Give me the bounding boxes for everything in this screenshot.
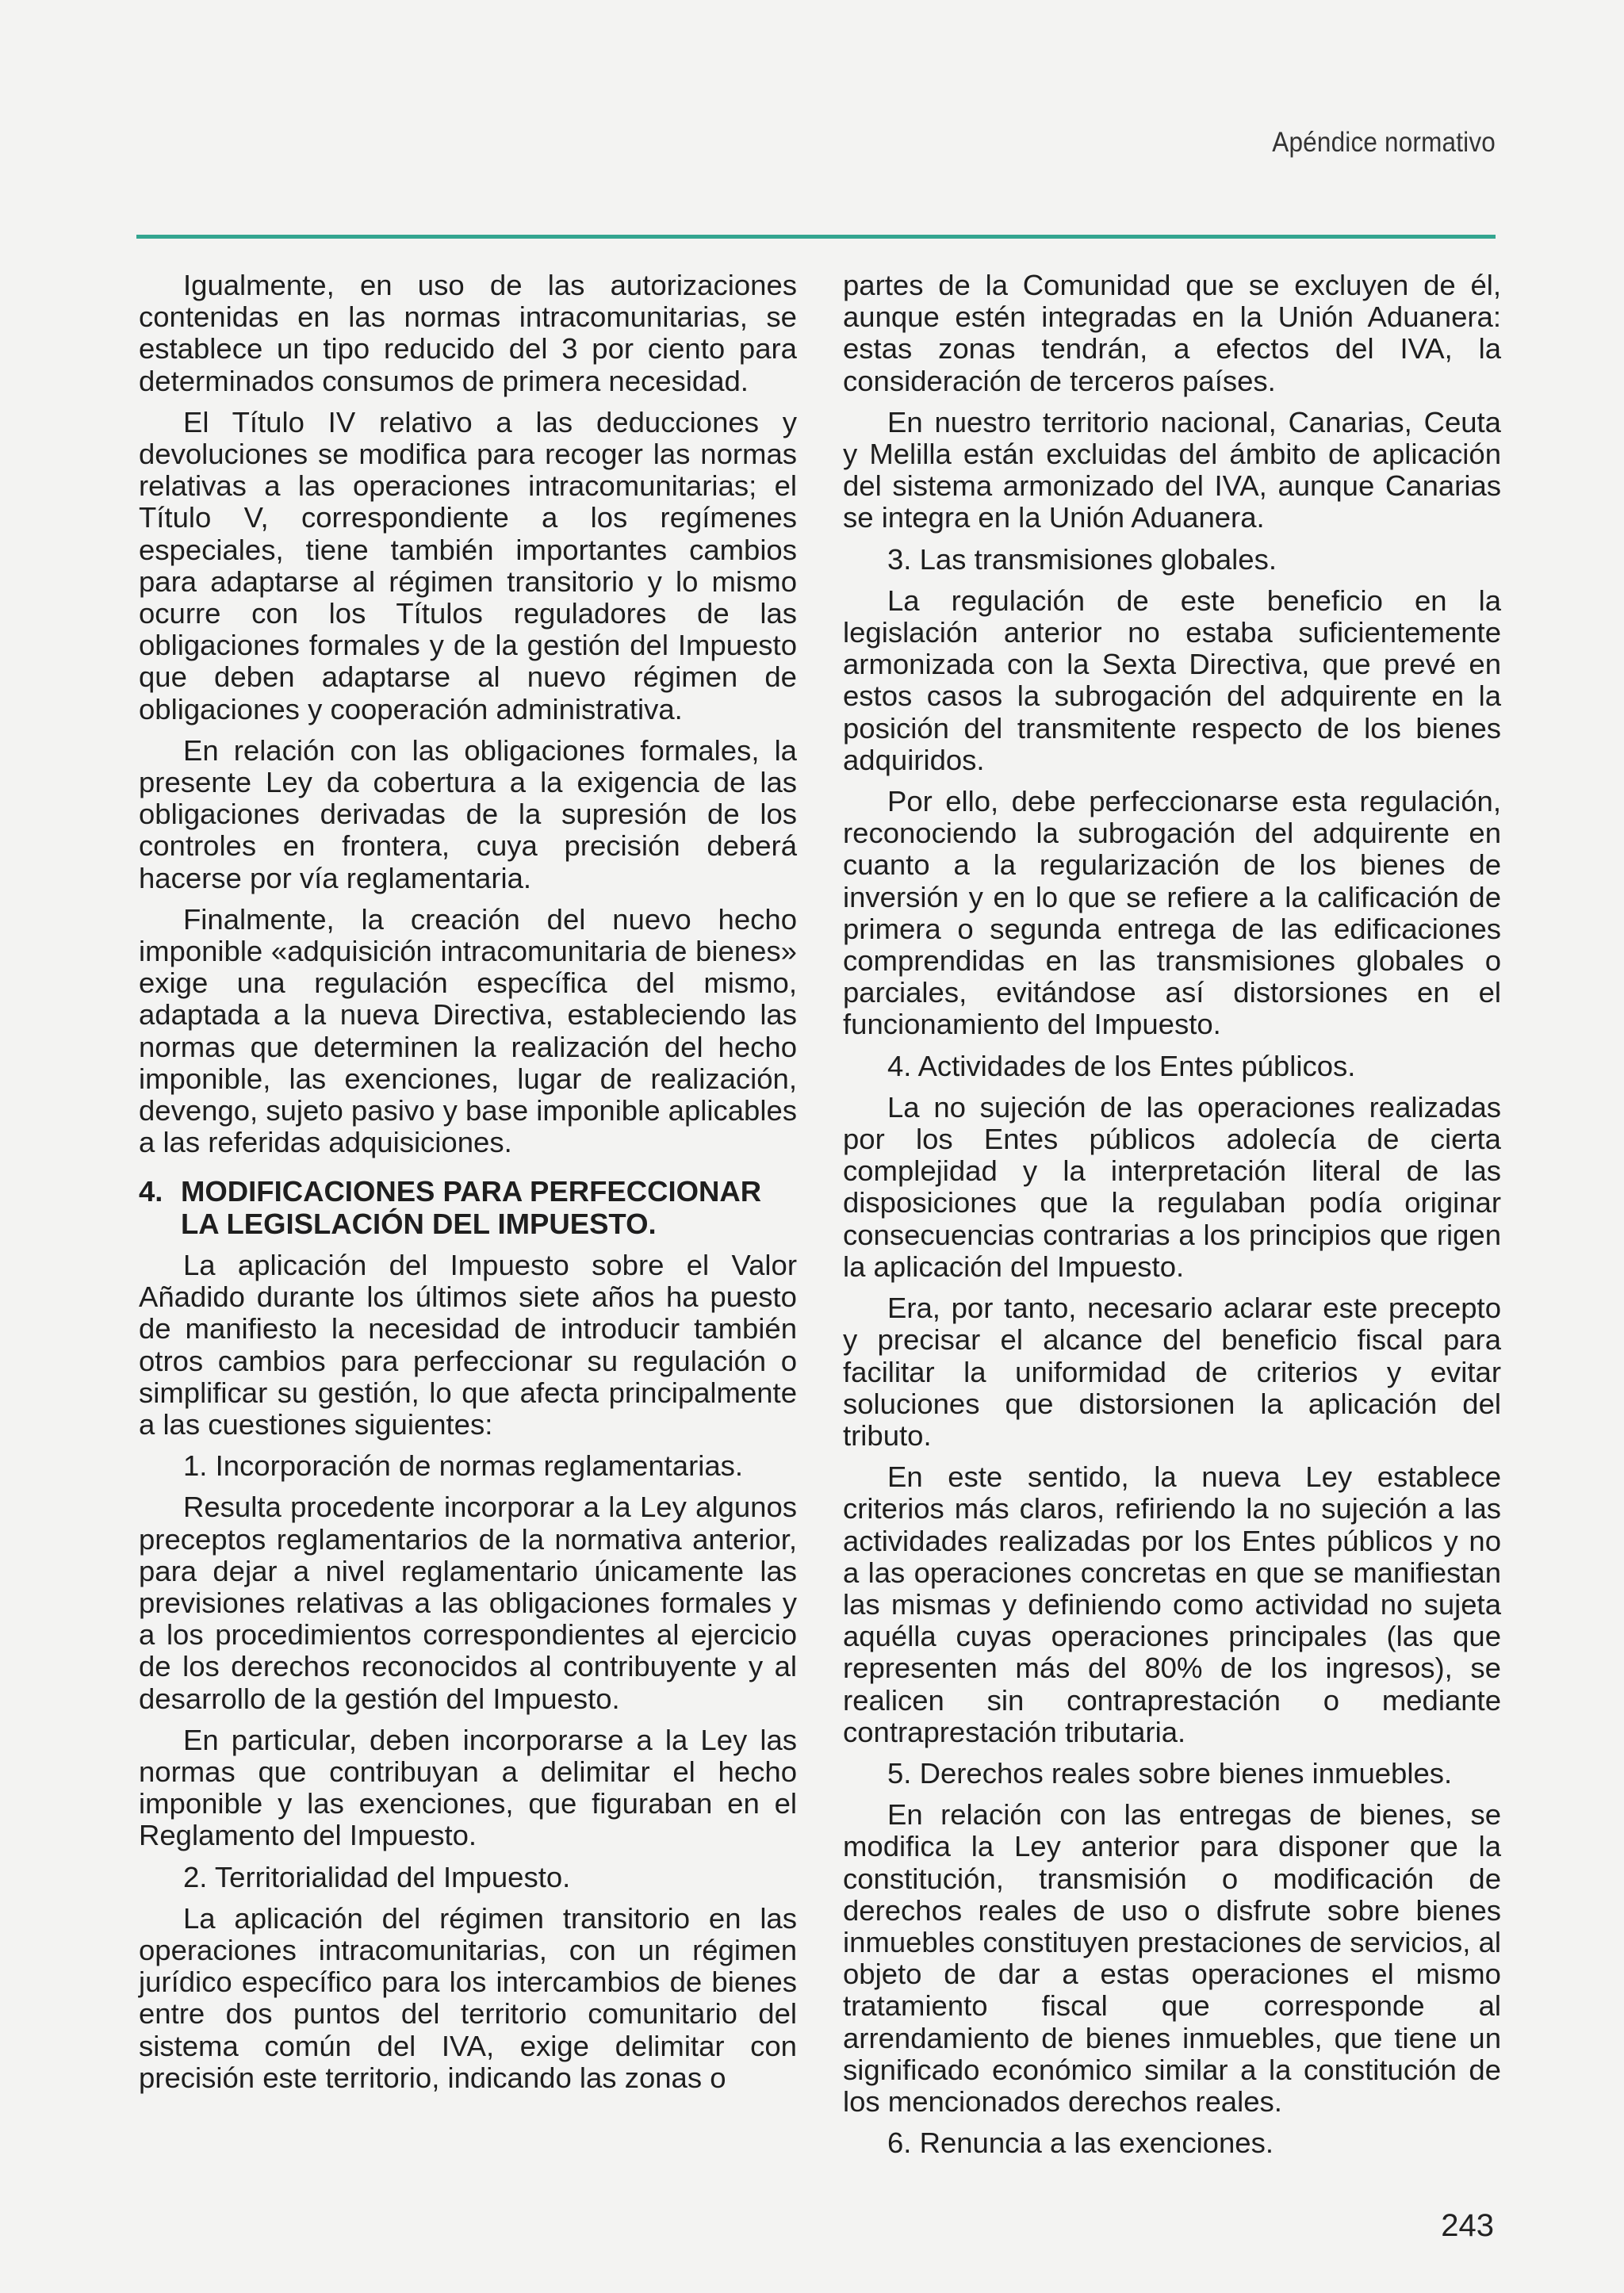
paragraph: Era, por tanto, necesario aclarar este precepto y precisar el alcance del beneficio fiscal para facilitar la uniformidad de criterios y evitar soluciones que distorsionen la aplicación del tributo. — [843, 1292, 1501, 1452]
paragraph: Finalmente, la creación del nuevo hecho imponible «adquisición intracomunitaria de bienes» exige una regulación específica del mismo, adaptada a la nueva Directiva, estableciendo las normas que determinen la realización del hecho imponible, las exenciones, lugar de realización, devengo, sujeto pasivo y base imponible aplicables a las referidas adquisiciones. — [139, 902, 797, 1159]
list-item: 1. Incorporación de normas reglamentarias. — [183, 1449, 744, 1483]
paragraph: La aplicación del régimen transitorio en las operaciones intracomunitarias, con un régimen jurídico específico para los intercambios de bienes entre dos puntos del territorio comunitario del sistema común del IVA, exige delimitar con precisión este territorio, indicando las zonas o — [139, 1901, 797, 2094]
paragraph: El Título IV relativo a las deducciones y devoluciones se modifica para recoger las normas relativas a las operaciones intracomunitarias; el Título V, correspondiente a los regímenes especiales, tiene también importantes cambios para adaptarse al régimen transitorio y lo mismo ocurre con los Títulos reguladores de las obligaciones formales y de la gestión del Impuesto que deben adaptarse al nuevo régimen de obligaciones y cooperación administrativa. — [139, 405, 797, 725]
paragraph: Por ello, debe perfeccionarse esta regulación, reconociendo la subrogación del adquirente en cuanto a la regularización de los bienes de inversión y en lo que se refiere a la calificación de primera o segunda entrega de las edificaciones comprendidas en las transmisiones globales o parciales, evitándose así distorsiones en el funcionamiento del Impuesto. — [843, 785, 1501, 1041]
right-column — [843, 270, 1501, 2169]
page-number: 243 — [1441, 2208, 1494, 2243]
paragraph: La no sujeción de las operaciones realizadas por los Entes públicos adolecía de cierta complejidad y la interpretación literal de las disposiciones que la regulaban podía originar consecuencias contrarias a los principios que rigen la aplicación del Impuesto. — [843, 1090, 1501, 1283]
header-rule — [136, 235, 1496, 239]
paragraph: partes de la Comunidad que se excluyen de él, aunque estén integradas en la Unión Aduanera: estas zonas tendrán, a efectos del IVA, la consideración de terceros países. — [843, 269, 1501, 397]
paragraph: En relación con las obligaciones formales, la presente Ley da cobertura a la exigencia de las obligaciones derivadas de la supresión de los controles en frontera, cuya precisión deberá hacerse por vía reglamentaria. — [139, 733, 797, 894]
paragraph: La regulación de este beneficio en la legislación anterior no estaba suficientemente armonizada con la Sexta Directiva, que prevé en estos casos la subrogación del adquirente en la posición del transmitente respecto de los bienes adquiridos. — [843, 584, 1501, 776]
paragraph: Igualmente, en uso de las autorizaciones contenidas en las normas intracomunitarias, se establece un tipo reducido del 3 por ciento para determinados consumos de primera necesidad. — [139, 269, 797, 397]
list-item: 4. Actividades de los Entes públicos. — [887, 1049, 1356, 1082]
paragraph: En relación con las entregas de bienes, se modifica la Ley anterior para disponer que la constitución, transmisión o modificación de derechos reales de uso o disfrute sobre bienes inmuebles constituyen prestaciones de servicios, al objeto de dar a estas operaciones el mismo tratamiento fiscal que corresponde al arrendamiento de bienes inmuebles, que tiene un significado económico similar a la constitución de los mencionados derechos reales. — [843, 1798, 1501, 2118]
running-header: Apéndice normativo — [1272, 127, 1496, 158]
section-heading — [139, 1176, 797, 1239]
paragraph: Resulta procedente incorporar a la Ley algunos preceptos reglamentarios de la normativa anterior, para dejar a nivel reglamentario únicamente las previsiones relativas a las obligaciones formales y a los procedimientos correspondientes al ejercicio de los derechos reconocidos al contribuyente y al desarrollo de la gestión del Impuesto. — [139, 1491, 797, 1715]
left-column — [139, 270, 797, 2104]
section-heading-text: MODIFICACIONES PARA PERFECCIONAR LA LEGISLACIÓN DEL IMPUESTO. — [181, 1175, 762, 1240]
paragraph: La aplicación del Impuesto sobre el Valor Añadido durante los últimos siete años ha puesto de manifiesto la necesidad de introducir también otros cambios para perfeccionar su regulación o simplificar su gestión, lo que afecta principalmente a las cuestiones siguientes: — [139, 1248, 797, 1441]
list-item: 5. Derechos reales sobre bienes inmuebles. — [887, 1756, 1453, 1790]
list-item: 6. Renuncia a las exenciones. — [887, 2126, 1274, 2160]
list-item: 2. Territorialidad del Impuesto. — [183, 1860, 571, 1893]
paragraph: En este sentido, la nueva Ley establece criterios más claros, refiriendo la no sujeción a las actividades realizadas por los Entes públicos y no a las operaciones concretas en que se manifiestan las mismas y definiendo como actividad no sujeta aquélla cuyas operaciones principales (las que representen más del 80% de los ingresos), se realicen sin contraprestación o mediante contraprestación tributaria. — [843, 1460, 1501, 1748]
paragraph: En particular, deben incorporarse a la Ley las normas que contribuyan a delimitar el hecho imponible y las exenciones, que figuraban en el Reglamento del Impuesto. — [139, 1723, 797, 1852]
section-heading-number: 4. — [139, 1175, 163, 1208]
paragraph: En nuestro territorio nacional, Canarias, Ceuta y Melilla están excluidas del ámbito de aplicación del sistema armonizado del IVA, aunque Canarias se integra en la Unión Aduanera. — [843, 405, 1501, 534]
list-item: 3. Las transmisiones globales. — [887, 542, 1277, 576]
